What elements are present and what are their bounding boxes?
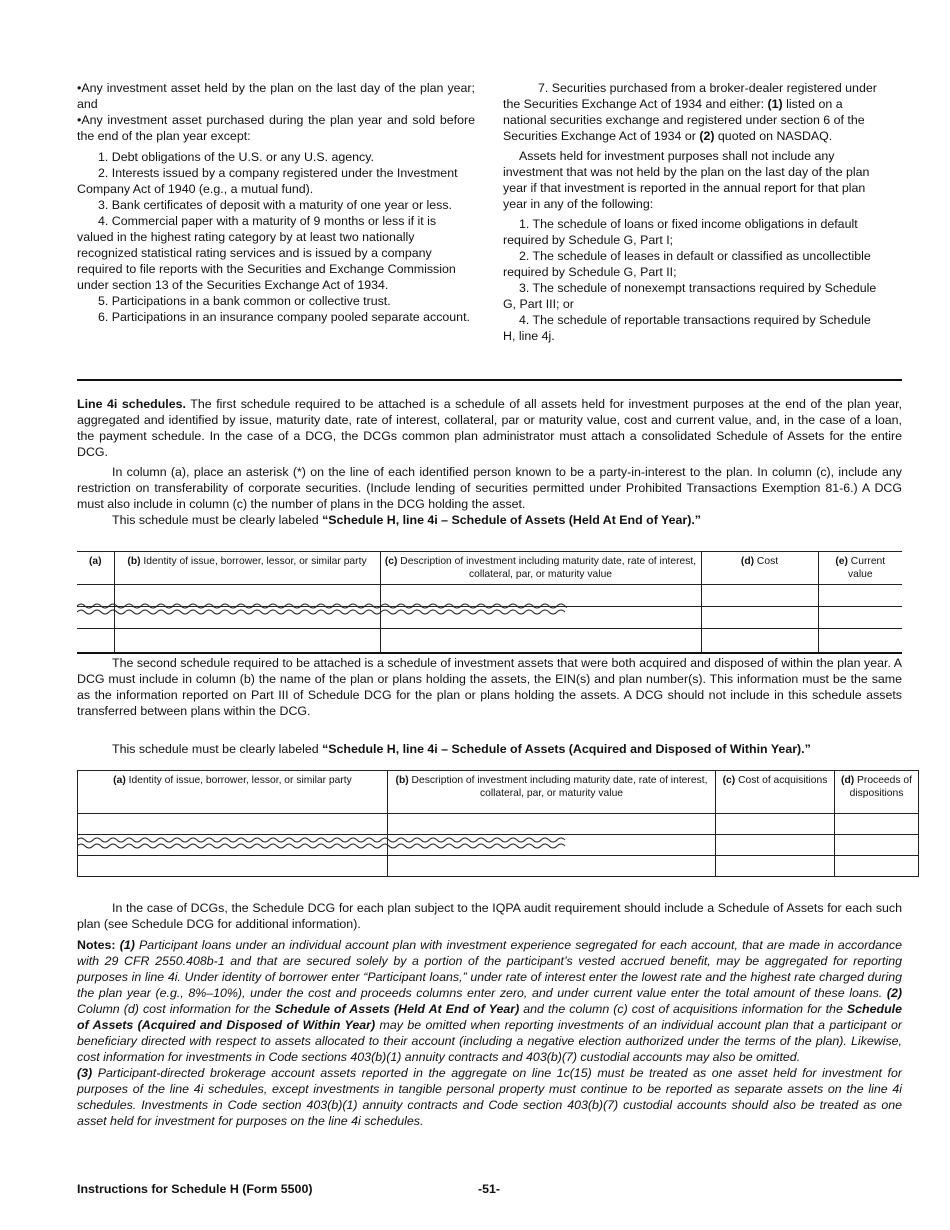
line4i-heading: Line 4i schedules. <box>77 397 186 411</box>
exception-item-4: 4. Commercial paper with a maturity of 9 months or less if it is valued in the highest rating category by at least two nationally recognized statistical rating services and is issued by a company required to file reports with the Securities and Exchange Commission under section 13 of the Securities Exchange Act of 1934. <box>77 214 456 292</box>
exclusion-item-4: 4. The schedule of reportable transactions required by Schedule H, line 4j. <box>503 313 871 343</box>
right-column <box>503 80 886 344</box>
exception-item-1: 1. Debt obligations of the U.S. or any U.S. agency. <box>98 150 374 164</box>
page-number: -51- <box>478 1182 501 1196</box>
col-b-header: (b) Description of investment including maturity date, rate of interest, collateral, par, or maturity value <box>388 771 716 814</box>
col-d-header: (d) Cost <box>701 552 818 585</box>
col-d-header: (d) Proceeds of dispositions <box>835 771 919 814</box>
item-7: 7. Securities purchased from a broker-dealer registered under the Securities Exchange Act of 1934 and either: (1) listed on a national securities exchange and registered under section 6 of the Securities Exchange Act of 1934 or (2) quoted on NASDAQ. <box>503 81 877 143</box>
col-e-header: (e) Current value <box>818 552 902 585</box>
table-header-row <box>77 552 902 585</box>
section-divider <box>77 379 902 381</box>
notes-section <box>77 900 902 1129</box>
exception-item-6: 6. Participations in an insurance company pooled separate account. <box>98 310 470 324</box>
notes-para-3: (3) Participant-directed brokerage account assets reported in the aggregate on line 1c(15) must be treated as one asset held for investment for purposes of the line 4i schedules, except investments in tangible personal property must continue to be reported as separate assets on the line 4i schedules. Investments in Code section 403(b)(1) annuity contracts and Code section 403(b)(7) custodial accounts should also be treated as one asset held for investment for purposes on the line 4i schedules. <box>77 1066 902 1128</box>
exclusion-item-1: 1. The schedule of loans or fixed income obligations in default required by Schedule G, Part I; <box>503 217 858 247</box>
schedule-label-held: “Schedule H, line 4i – Schedule of Assets (Held At End of Year).” <box>322 513 701 527</box>
left-column <box>77 80 475 325</box>
col-a-header: (a) <box>77 552 114 585</box>
exception-item-5: 5. Participations in a bank common or collective trust. <box>98 294 391 308</box>
exclusion-item-3: 3. The schedule of nonexempt transactions required by Schedule G, Part III; or <box>503 281 877 311</box>
dcg-para: In the case of DCGs, the Schedule DCG for each plan subject to the IQPA audit requirement should include a Schedule of Assets for each such plan (see Schedule DCG for additional information). <box>77 901 902 931</box>
held-for-investment-para: Assets held for investment purposes shall not include any investment that was not held by the plan on the last day of the plan year if that investment is reported in the annual report for that plan year in any of the following: <box>503 149 870 211</box>
line4i-para-1: Line 4i schedules. The first schedule required to be attached is a schedule of all assets held for investment purposes at the end of the plan year, aggregated and identified by issue, maturity date, rate of interest, collateral, par or maturity value, cost and current value, and, in the case of a loan, the payment schedule. In the case of a DCG, the DCGs common plan administrator must attach a consolidated Schedule of Assets for the entire DCG. <box>77 397 902 459</box>
bullet-purchased-assets: • Any investment asset purchased during the plan year and sold before the end of the plan year except: <box>77 112 475 144</box>
col-c-header: (c) Cost of acquisitions <box>716 771 835 814</box>
notes-label: Notes: <box>77 938 116 952</box>
table-break-squiggle <box>77 602 567 616</box>
schedule-assets-acquired-table <box>77 770 919 877</box>
table-header-row <box>78 771 919 814</box>
exception-item-3: 3. Bank certificates of deposit with a maturity of one year or less. <box>98 198 452 212</box>
footer-title: Instructions for Schedule H (Form 5500) <box>77 1182 313 1196</box>
table-break-squiggle <box>77 836 567 850</box>
line4i-label-para: This schedule must be clearly labeled “Schedule H, line 4i – Schedule of Assets (Held At End of Year).” <box>112 513 701 527</box>
table-row <box>78 814 919 835</box>
line4i-section <box>77 396 902 528</box>
table-row <box>77 629 902 653</box>
second-schedule-para: The second schedule required to be attached is a schedule of investment assets that were both acquired and disposed of within the plan year. A DCG must include in column (b) the name of the plan or plans holding the assets, the EIN(s) and plan number(s). This information must be the same as the information reported on Part III of Schedule DCG for the plan or plans holding the assets. A DCG should not include in this schedule assets transferred between plans within the DCG. <box>77 656 902 718</box>
col-c-header: (c) Description of investment including maturity date, rate of interest, collateral, par, or maturity value <box>380 552 701 585</box>
schedule-label-acquired: “Schedule H, line 4i – Schedule of Assets (Acquired and Disposed of Within Year).” <box>322 742 811 756</box>
bullet-held-assets: • Any investment asset held by the plan on the last day of the plan year; and <box>77 80 475 112</box>
line4i-para-2: In column (a), place an asterisk (*) on the line of each identified person known to be a party-in-interest to the plan. In column (c), include any restriction on transferability of corporate securities. (Include lending of securities permitted under Prohibited Transactions Exemption 81-6.) A DCG must also include in column (c) the number of plans in the DCG holding the asset. <box>77 465 902 511</box>
second-schedule-label-para: This schedule must be clearly labeled “Schedule H, line 4i – Schedule of Assets (Acquired and Disposed of Within Year).” <box>112 742 811 756</box>
table-row <box>78 856 919 877</box>
exception-item-2: 2. Interests issued by a company registered under the Investment Company Act of 1940 (e.g., a mutual fund). <box>77 166 458 196</box>
notes-para: Notes: (1) Participant loans under an individual account plan with investment experience segregated for each account, that are made in accordance with 29 CFR 2550.408b-1 and that are secured solely by a portion of the participant’s vested accrued benefit, may be aggregated for reporting purposes in line 4i. Under identity of borrower enter “Participant loans,” under rate of interest enter the lowest rate and the highest rate charged during the plan year (e.g., 8%–10%), under the cost and proceeds columns enter zero, and under current value enter the total amount of these loans. (2) Column (d) cost information for the Schedule of Assets (Held At End of Year) and the column (c) cost of acquisitions information for the Schedule of Assets (Acquired and Disposed of Within Year) may be omitted when reporting investments of an individual account plan that a participant or beneficiary directed with respect to assets allocated to their account (including a negative election authorized under the terms of the plan). Likewise, cost information for investments in Code sections 403(b)(1) annuity contracts and 403(b)(7) custodial accounts may also be omitted. <box>77 938 902 1064</box>
exclusion-item-2: 2. The schedule of leases in default or classified as uncollectible required by Schedule G, Part II; <box>503 249 871 279</box>
col-b-header: (b) Identity of issue, borrower, lessor, or similar party <box>114 552 380 585</box>
col-a-header: (a) Identity of issue, borrower, lessor, or similar party <box>78 771 388 814</box>
second-schedule-section <box>77 655 902 757</box>
